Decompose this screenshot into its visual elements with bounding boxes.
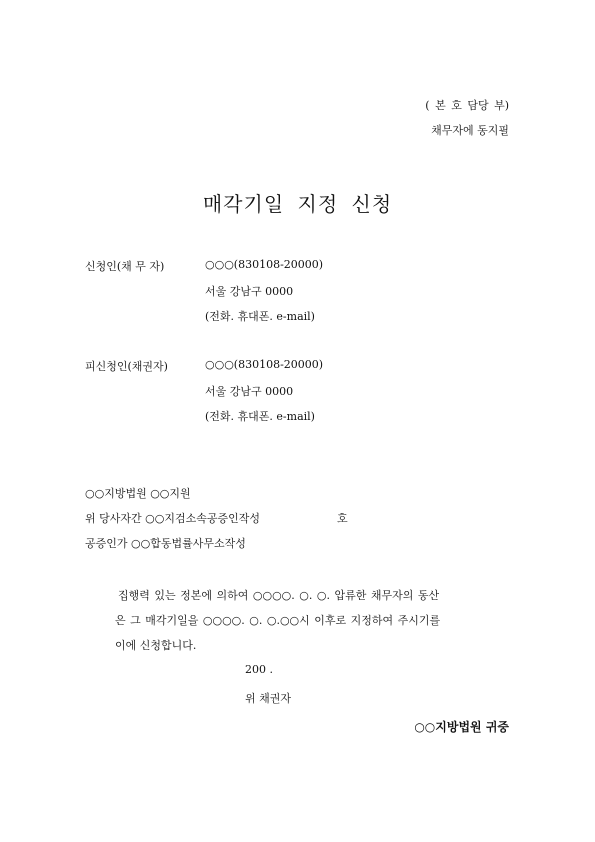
header-office-line: ( 본 호 담당 부) xyxy=(425,99,509,112)
signer-label: 위 채권자 xyxy=(245,692,292,705)
paragraph-line-3: 이에 신청합니다. xyxy=(115,639,197,652)
applicant-contact: (전화. 휴대폰. e-mail) xyxy=(205,310,315,323)
respondent-name: ○○○(830108-20000) xyxy=(205,358,324,371)
paragraph-line-2: 은 그 매각기일을 ○○○○. ○. ○.○○시 이후로 지정하여 주시기를 xyxy=(115,614,441,627)
respondent-contact: (전화. 휴대폰. e-mail) xyxy=(205,410,315,423)
applicant-label: 신청인(채 무 자) xyxy=(85,260,165,273)
respondent-label: 피신청인(채권자) xyxy=(85,360,168,373)
applicant-address: 서울 강남구 0000 xyxy=(205,285,294,298)
document-title: 매각기일 지정 신청 xyxy=(202,192,393,216)
application-date: 200 . xyxy=(245,663,273,676)
court-branch-line: ○○지방법원 ○○지원 xyxy=(85,487,191,500)
paragraph-line-1: 집행력 있는 정본에 의하여 ○○○○. ○. ○. 압류한 채무자의 동산 xyxy=(118,589,440,602)
applicant-name: ○○○(830108-20000) xyxy=(205,258,324,271)
respondent-address: 서울 강남구 0000 xyxy=(205,385,294,398)
parties-notary-number-suffix: 호 xyxy=(337,512,348,525)
addressee-court: ○○지방법원 귀중 xyxy=(414,720,509,734)
header-notice-line: 채무자에 동지필 xyxy=(431,124,509,137)
parties-notary-line: 위 당사자간 ○○지검소속공증인작성 xyxy=(85,512,260,525)
notary-office-line: 공증인가 ○○합동법률사무소작성 xyxy=(85,537,246,550)
